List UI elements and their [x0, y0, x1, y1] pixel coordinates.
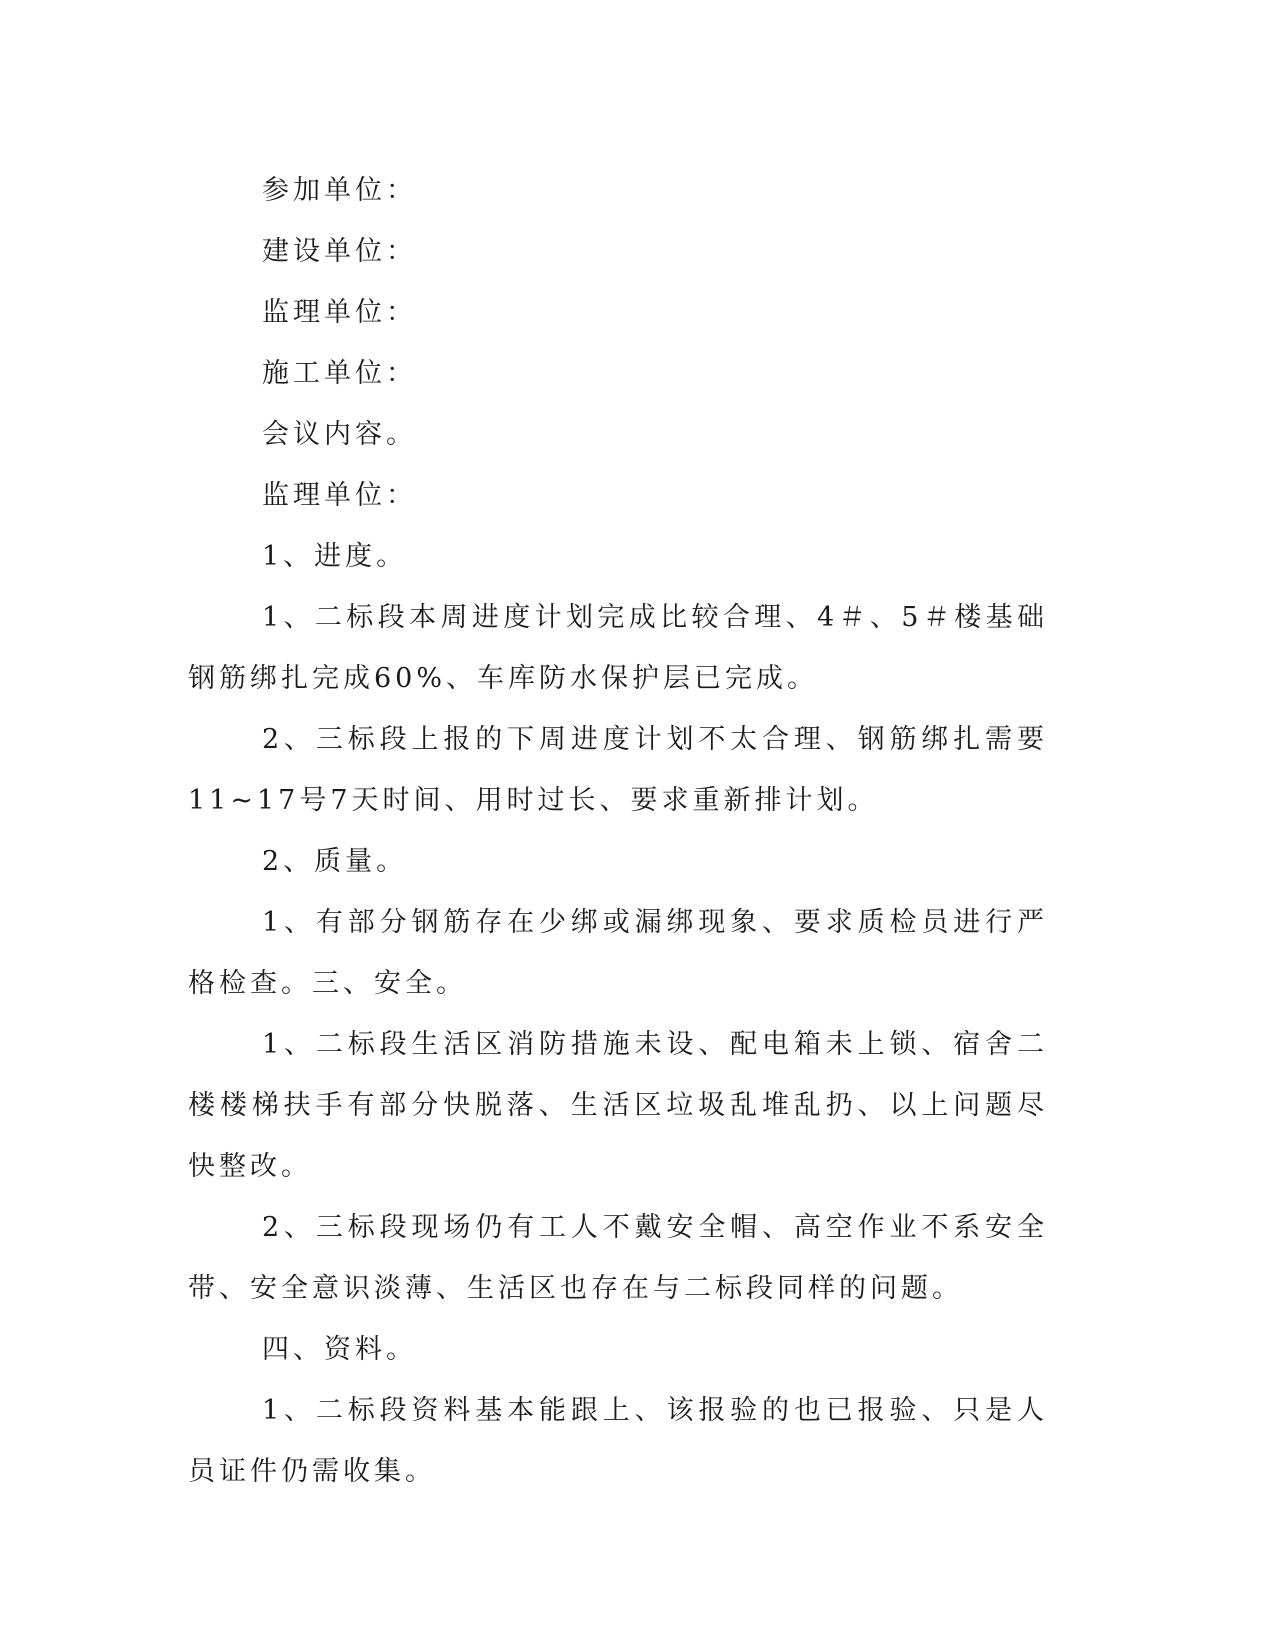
supervision-unit-line: 监理单位：	[262, 297, 417, 328]
safety-item-2: 2、三标段现场仍有工人不戴安全帽、高空作业不系安全带、安全意识淡薄、生活区也存在与二标段同样的问题。	[188, 1212, 1048, 1304]
document-body	[188, 160, 1048, 1502]
progress-heading: 1、进度。	[262, 541, 408, 572]
quality-heading: 2、质量。	[262, 846, 408, 877]
documents-heading: 四、资料。	[262, 1334, 417, 1365]
construction-unit-line: 施工单位：	[262, 358, 417, 389]
progress-item-1: 1、二标段本周进度计划完成比较合理、4＃、5＃楼基础钢筋绑扎完成60%、车库防水保护层已完成。	[188, 602, 1048, 694]
supervision-unit-section: 监理单位：	[262, 480, 417, 511]
progress-item-2: 2、三标段上报的下周进度计划不太合理、钢筋绑扎需要11~17号7天时间、用时过长、要求重新排计划。	[188, 724, 1048, 816]
meeting-content-heading: 会议内容。	[262, 419, 417, 450]
safety-item-1: 1、二标段生活区消防措施未设、配电箱未上锁、宿舍二楼楼梯扶手有部分快脱落、生活区垃圾乱堆乱扔、以上问题尽快整改。	[188, 1029, 1048, 1182]
quality-item-1: 1、有部分钢筋存在少绑或漏绑现象、要求质检员进行严格检查。三、安全。	[188, 907, 1048, 999]
documents-item-1: 1、二标段资料基本能跟上、该报验的也已报验、只是人员证件仍需收集。	[188, 1395, 1048, 1487]
attendees-heading: 参加单位：	[262, 175, 417, 206]
owner-unit-line: 建设单位：	[262, 236, 417, 267]
